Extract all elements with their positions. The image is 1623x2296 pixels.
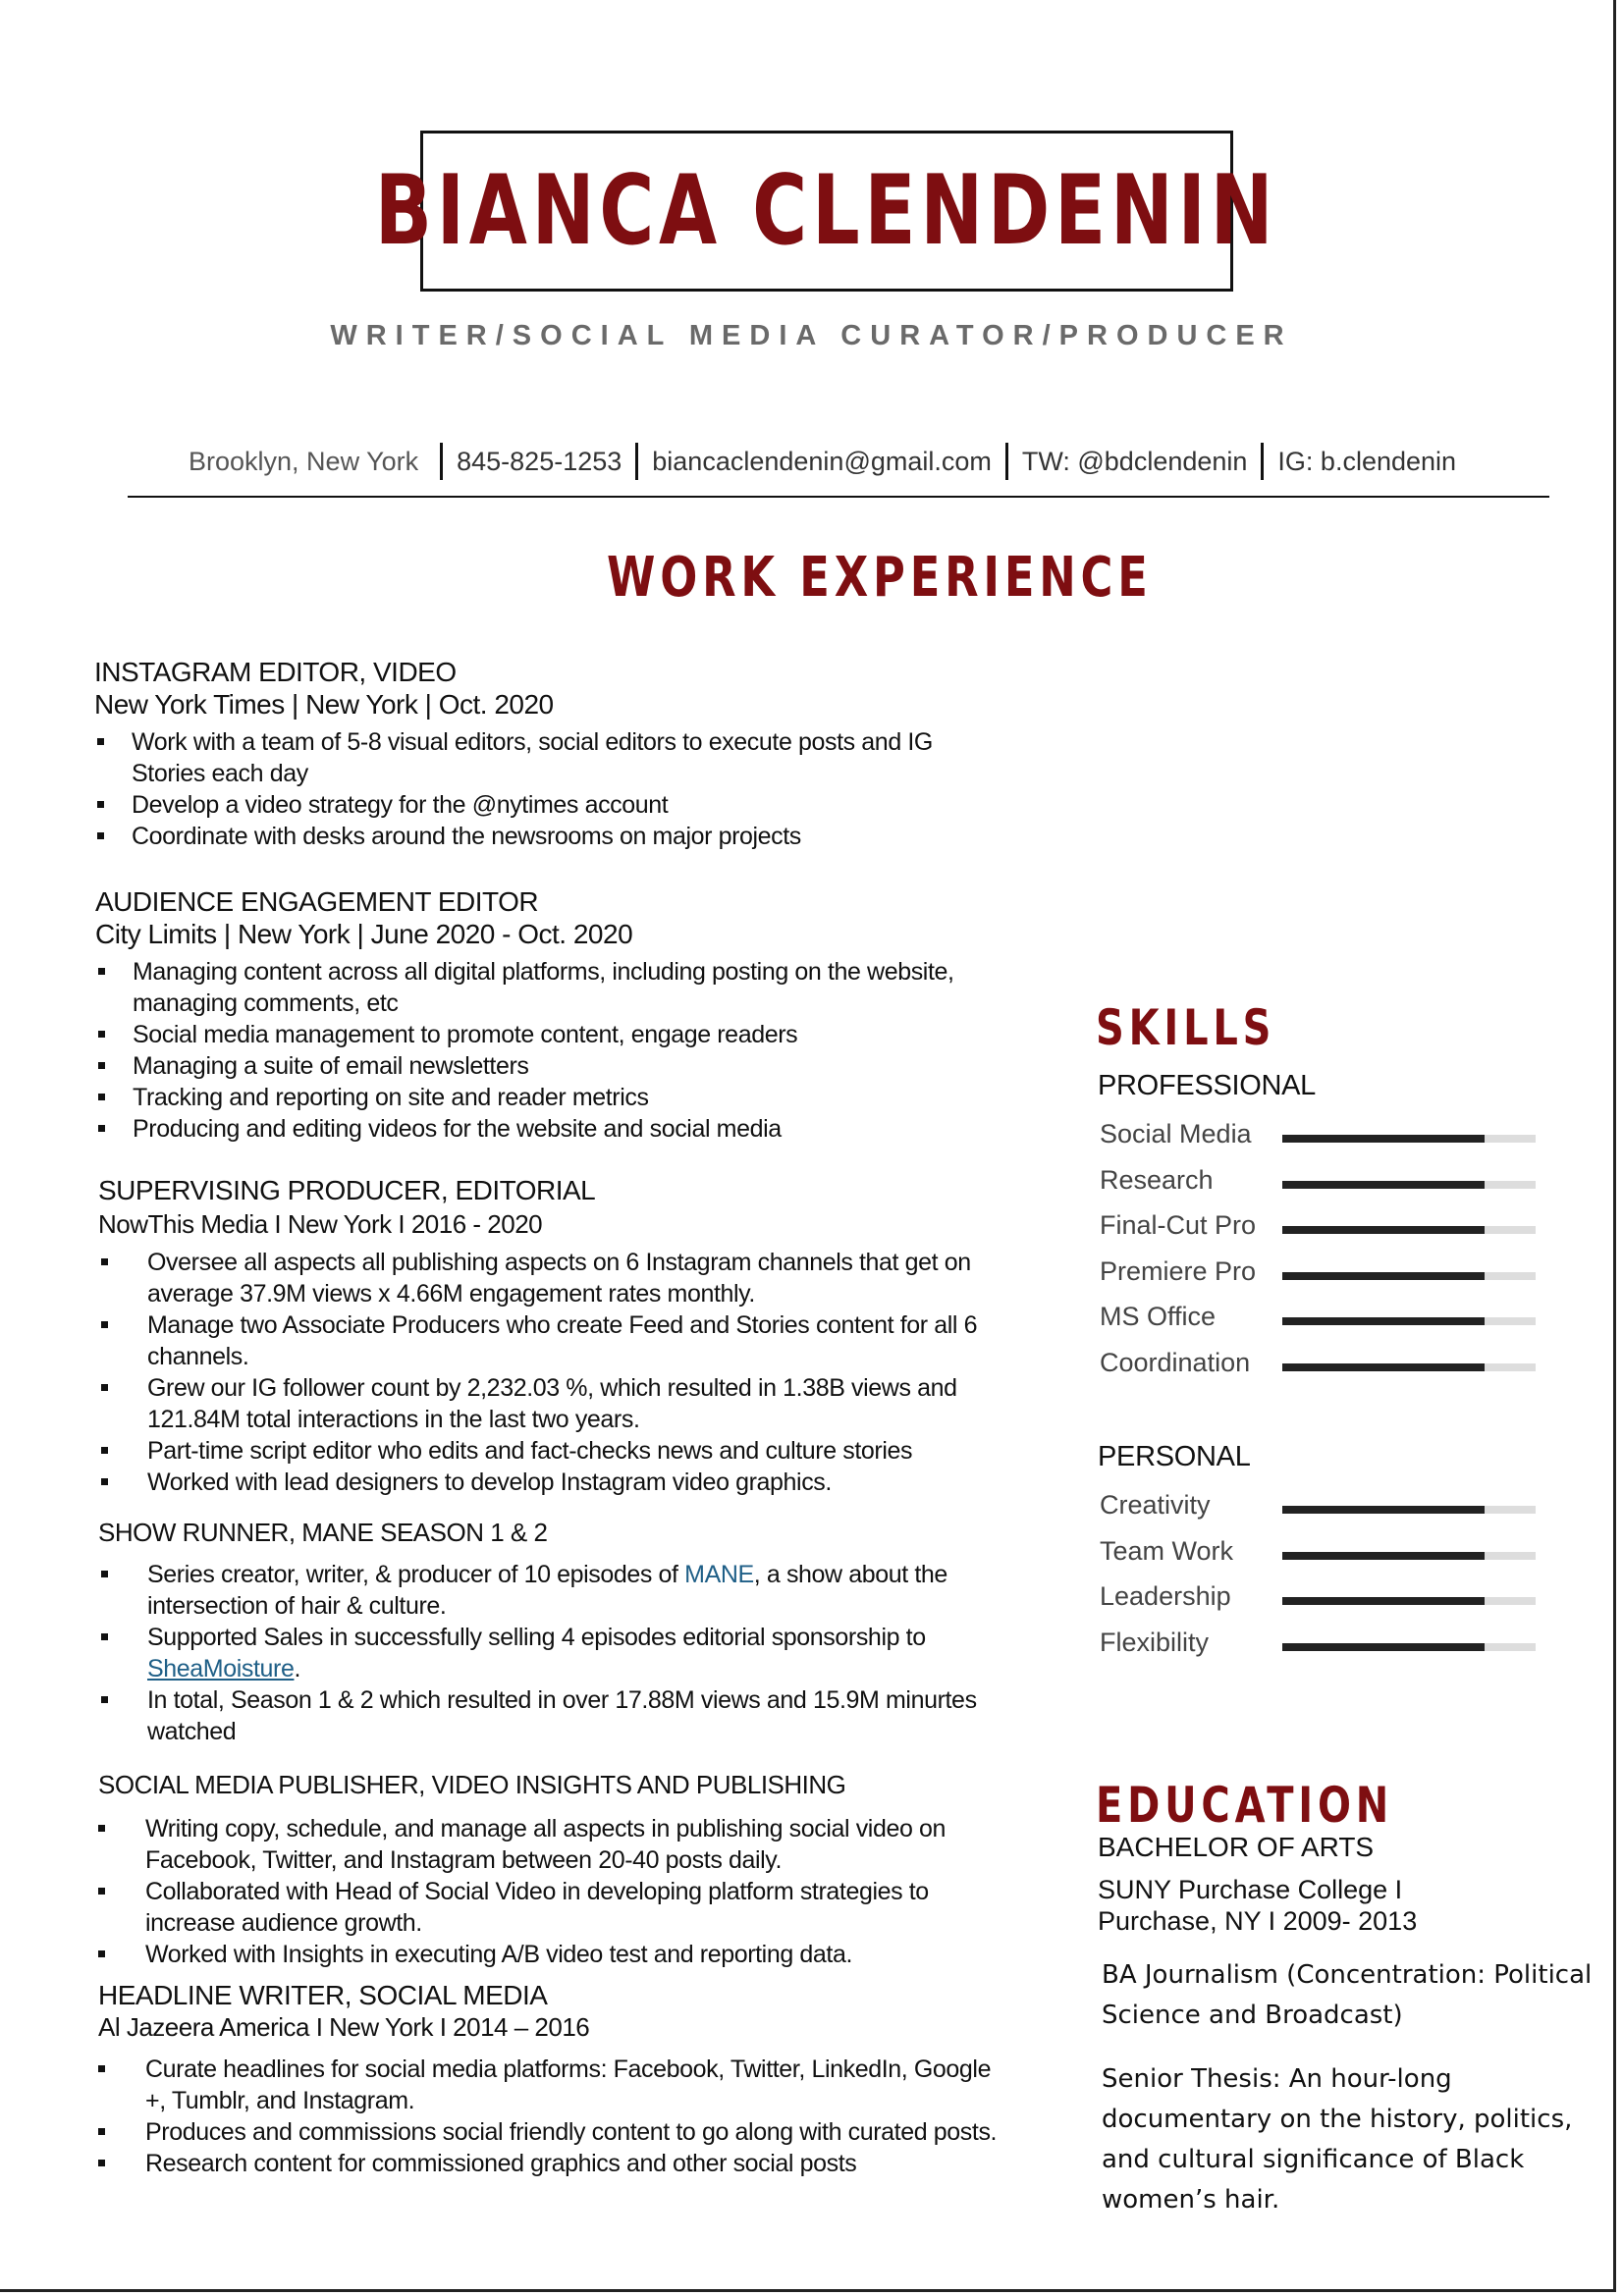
skill-level-bar [1282,1552,1485,1560]
skill-name: Creativity [1100,1490,1211,1520]
skill-name: Team Work [1100,1535,1234,1566]
skill-row [1100,1115,1537,1160]
list-item [98,1559,1001,1622]
contact-instagram[interactable]: IG: b.clendenin [1277,446,1457,476]
job-company: Al Jazeera America I New York I 2014 – 2016 [98,2012,590,2042]
job-mane [98,1517,1001,1747]
skill-level-bar [1282,1643,1485,1651]
degree: BACHELOR OF ARTS [1098,1832,1375,1862]
skills-heading: SKILLS [1096,999,1276,1056]
major: BA Journalism (Concentration: Political Science and Broadcast) [1102,1960,1593,2030]
list-item: Writing copy, schedule, and manage all aspects in publishing social video on Facebook, Twitter, and Instagram between 20-40 posts daily. [98,1813,1001,1876]
skill-name: MS Office [1100,1302,1217,1331]
skill-row [1100,1206,1537,1252]
job-title: SOCIAL MEDIA PUBLISHER, VIDEO INSIGHTS AND PUBLISHING [98,1770,846,1799]
list-item: Work with a team of 5-8 visual editors, social editors to execute posts and IG Stories each day [94,726,978,789]
skill-name: Social Media [1100,1119,1252,1148]
job-nyt [94,656,978,852]
list-item: Oversee all aspects all publishing aspects on 6 Instagram channels that get on average 37.9M views x 4.66M engagement rates monthly. [98,1247,1001,1309]
job-bullets [98,2054,1001,2179]
mane-link[interactable]: MANE [684,1561,754,1588]
contact-bar [128,442,1551,481]
school: SUNY Purchase College I [1098,1875,1403,1904]
personal-skills-label: PERSONAL [1098,1441,1251,1472]
skill-name: Final-Cut Pro [1100,1210,1257,1240]
skill-level-bar [1282,1181,1485,1189]
list-item: Curate headlines for social media platforms: Facebook, Twitter, LinkedIn, Google +, Tumblr, and Instagram. [98,2054,1001,2116]
skill-level-track [1282,1363,1536,1371]
skill-level-bar [1282,1317,1485,1325]
skill-level-track [1282,1643,1536,1651]
skill-name: Research [1100,1164,1214,1195]
skill-level-bar [1282,1135,1485,1143]
header-rule [128,496,1549,498]
job-title: HEADLINE WRITER, SOCIAL MEDIA [98,1980,548,2010]
job-subtitle: WRITER/SOCIAL MEDIA CURATOR/PRODUCER [330,320,1293,351]
job-bullets [98,1247,1001,1498]
skill-name: Leadership [1100,1581,1231,1611]
job-social-publisher [98,1769,1001,1970]
list-item: Tracking and reporting on site and reader metrics [95,1082,979,1113]
school-location: Purchase, NY I 2009- 2013 [1098,1906,1418,1936]
job-company: NowThis Media I New York I 2016 - 2020 [98,1209,543,1239]
job-nowthis [98,1174,1001,1498]
professional-skills-label: PROFESSIONAL [1098,1070,1317,1101]
skill-level-bar [1282,1272,1485,1280]
list-item: In total, Season 1 & 2 which resulted in over 17.88M views and 15.9M minurtes watched [98,1684,1001,1747]
job-title: SUPERVISING PRODUCER, EDITORIAL [98,1175,596,1205]
contact-email[interactable]: biancaclendenin@gmail.com [652,446,992,476]
work-experience-heading: WORK EXPERIENCE [607,546,1153,610]
bullet-text: Series creator, writer, & producer of 10 episodes of [147,1561,685,1588]
job-bullets [98,1813,1001,1970]
skill-row [1100,1624,1537,1669]
list-item: Social media management to promote content, engage readers [95,1019,979,1050]
list-item: Grew our IG follower count by 2,232.03 %, which resulted in 1.38B views and 121.84M total interactions in the last two years. [98,1372,1001,1435]
list-item: Manage two Associate Producers who create Feed and Stories content for all 6 channels. [98,1309,1001,1372]
list-item: Research content for commissioned graphics and other social posts [98,2148,1001,2179]
job-company: City Limits | New York | June 2020 - Oct. 2020 [95,919,633,949]
list-item: Produces and commissions social friendly content to go along with curated posts. [98,2116,1001,2148]
skill-level-bar [1282,1363,1485,1371]
candidate-name: BIANCA CLENDENIN [375,155,1278,267]
skill-row [1100,1161,1537,1206]
list-item [98,1622,1001,1684]
job-bullets [98,1559,1001,1747]
contact-phone: 845-825-1253 [457,446,622,476]
skill-level-track [1282,1552,1536,1560]
job-bullets [94,726,978,852]
skill-name: Flexibility [1100,1627,1210,1657]
list-item: Worked with Insights in executing A/B video test and reporting data. [98,1939,1001,1970]
skill-name: Coordination [1100,1347,1251,1377]
skill-row [1100,1532,1537,1577]
list-item: Coordinate with desks around the newsrooms on major projects [94,821,978,852]
skill-row [1100,1298,1537,1343]
job-bullets [95,956,979,1145]
job-title: AUDIENCE ENGAGEMENT EDITOR [95,886,539,917]
skill-level-track [1282,1226,1536,1234]
skill-level-track [1282,1181,1536,1189]
skill-level-bar [1282,1226,1485,1234]
list-item: Part-time script editor who edits and fact-checks news and culture stories [98,1435,1001,1467]
list-item: Managing a suite of email newsletters [95,1050,979,1082]
bullet-text: Supported Sales in successfully selling 4 episodes editorial sponsorship to [147,1624,926,1651]
job-city-limits [95,885,979,1145]
skill-row [1100,1486,1537,1531]
list-item: Producing and editing videos for the website and social media [95,1113,979,1145]
skill-level-bar [1282,1506,1485,1514]
skill-row [1100,1253,1537,1298]
skill-name: Premiere Pro [1100,1255,1257,1286]
list-item: Develop a video strategy for the @nytimes account [94,789,978,821]
list-item: Collaborated with Head of Social Video in developing platform strategies to increase audience growth. [98,1876,1001,1939]
list-item: Managing content across all digital platforms, including posting on the website, managing comments, etc [95,956,979,1019]
job-title: INSTAGRAM EDITOR, VIDEO [94,657,457,687]
skill-level-bar [1282,1597,1485,1605]
skill-level-track [1282,1272,1536,1280]
list-item: Worked with lead designers to develop Instagram video graphics. [98,1467,1001,1498]
job-company: New York Times | New York | Oct. 2020 [94,689,554,720]
skill-level-track [1282,1597,1536,1605]
job-al-jazeera [98,1979,1001,2179]
skill-row [1100,1577,1537,1623]
contact-location: Brooklyn, New York [189,446,419,476]
sheamoisture-link[interactable]: SheaMoisture [147,1655,295,1682]
skill-row [1100,1344,1537,1389]
skill-level-track [1282,1135,1536,1143]
skill-level-track [1282,1506,1536,1514]
name-box [375,131,1278,292]
job-title: SHOW RUNNER, MANE SEASON 1 & 2 [98,1518,548,1547]
contact-twitter[interactable]: TW: @bdclendenin [1021,446,1248,476]
skill-level-track [1282,1317,1536,1325]
bullet-text: . [294,1655,300,1682]
thesis: Senior Thesis: An hour-long documentary on the history, politics, and cultural significance of Black women’s hair. [1102,2064,1573,2215]
bullet-text: , a show about the intersection of hair & culture. [147,1561,947,1620]
education-heading: EDUCATION [1096,1777,1394,1834]
